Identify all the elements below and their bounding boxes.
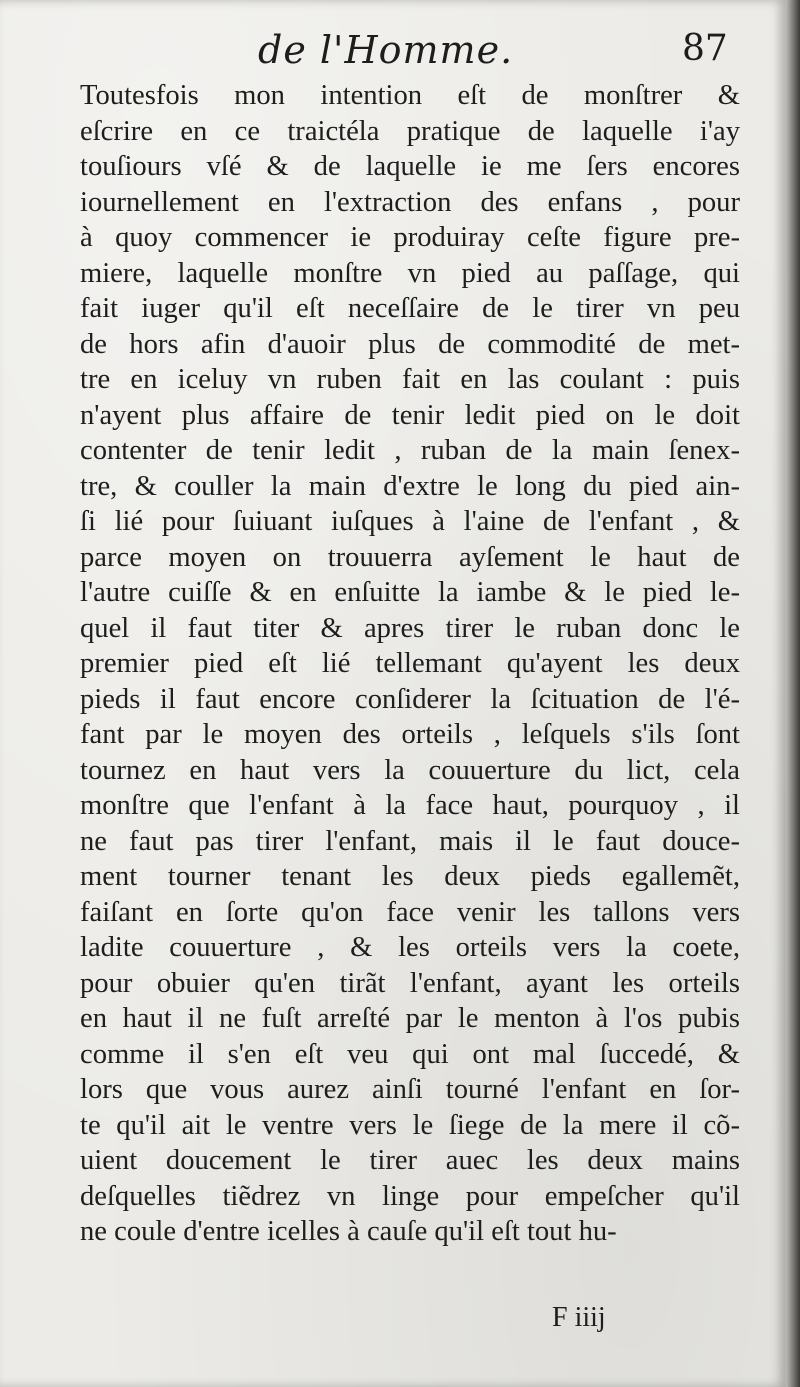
text-line: comme il s'en eſt veu qui ont mal ſuccedé, & [80, 1038, 740, 1070]
text-line: l'autre cuiſſe & en enſuitte la iambe & le pied le- [80, 577, 740, 608]
text-line: de hors afin d'auoir plus de commodité de met- [80, 328, 740, 360]
page-gutter-edge [786, 0, 800, 1387]
text-line: eſcrire en ce traictéla pratique de laquelle i'ay [80, 115, 740, 147]
text-line: te qu'il ait le ventre vers le ſiege de la mere il cõ- [80, 1109, 740, 1141]
text-line: tournez en haut vers la couuerture du lict, cela [80, 754, 740, 786]
text-line: uient doucement le tirer auec les deux mains [80, 1145, 740, 1176]
signature-mark: F iiij [552, 1302, 606, 1333]
text-line: Toutesfois mon intention eſt de monſtrer & [80, 80, 740, 111]
text-line: ne faut pas tirer l'enfant, mais il le faut douce- [80, 825, 740, 857]
text-line: fait iuger qu'il eſt neceſſaire de le tirer vn peu [80, 293, 740, 324]
text-line: quel il faut titer & apres tirer le ruban donc le [80, 612, 740, 644]
text-line: en haut il ne fuſt arreſté par le menton à l'os pubis [80, 1003, 740, 1034]
text-line: pour obuier qu'en tirãt l'enfant, ayant les orteils [80, 967, 740, 999]
text-line: lors que vous aurez ainſi tourné l'enfant en ſor- [80, 1074, 740, 1105]
text-line: parce moyen on trouuerra ayſement le haut de [80, 541, 740, 573]
text-line: à quoy commencer ie produiray ceſte figure pre- [80, 222, 740, 253]
text-line: ladite couuerture , & les orteils vers la coete, [80, 932, 740, 963]
text-line: ne coule d'entre icelles à cauſe qu'il eſt tout hu- [80, 1216, 617, 1247]
text-line: faiſant en ſorte qu'on face venir les tallons vers [80, 896, 740, 928]
text-line: fant par le moyen des orteils , leſquels s'ils ſont [80, 719, 740, 750]
text-line: tre, & couller la main d'extre le long du pied ain- [80, 470, 740, 502]
text-line: ment tourner tenant les deux pieds egallemẽt, [80, 861, 740, 892]
text-line: iournellement en l'extraction des enfans , pour [80, 186, 740, 218]
body-text [80, 78, 740, 1250]
running-title: de l'Homme. [258, 28, 514, 72]
text-line: tre en iceluy vn ruben fait en las coulant : puis [80, 364, 740, 395]
text-line: touſiours vſé & de laquelle ie me ſers encores [80, 151, 740, 182]
text-line: premier pied eſt lié tellemant qu'ayent les deux [80, 648, 740, 679]
page-number: 87 [682, 28, 728, 69]
text-line: monſtre que l'enfant à la face haut, pourquoy , il [80, 790, 740, 821]
text-line: pieds il faut encore conſiderer la ſcituation de l'é- [80, 683, 740, 715]
text-line: deſquelles tiẽdrez vn linge pour empeſcher qu'il [80, 1180, 740, 1212]
text-line: n'ayent plus affaire de tenir ledit pied on le doit [80, 399, 740, 431]
text-line: ſi lié pour ſuiuant iuſques à l'aine de l'enfant , & [80, 506, 740, 537]
text-line: miere, laquelle monſtre vn pied au paſſage, qui [80, 257, 740, 289]
text-line: contenter de tenir ledit , ruban de la main ſenex- [80, 435, 740, 466]
page-header [0, 22, 786, 82]
